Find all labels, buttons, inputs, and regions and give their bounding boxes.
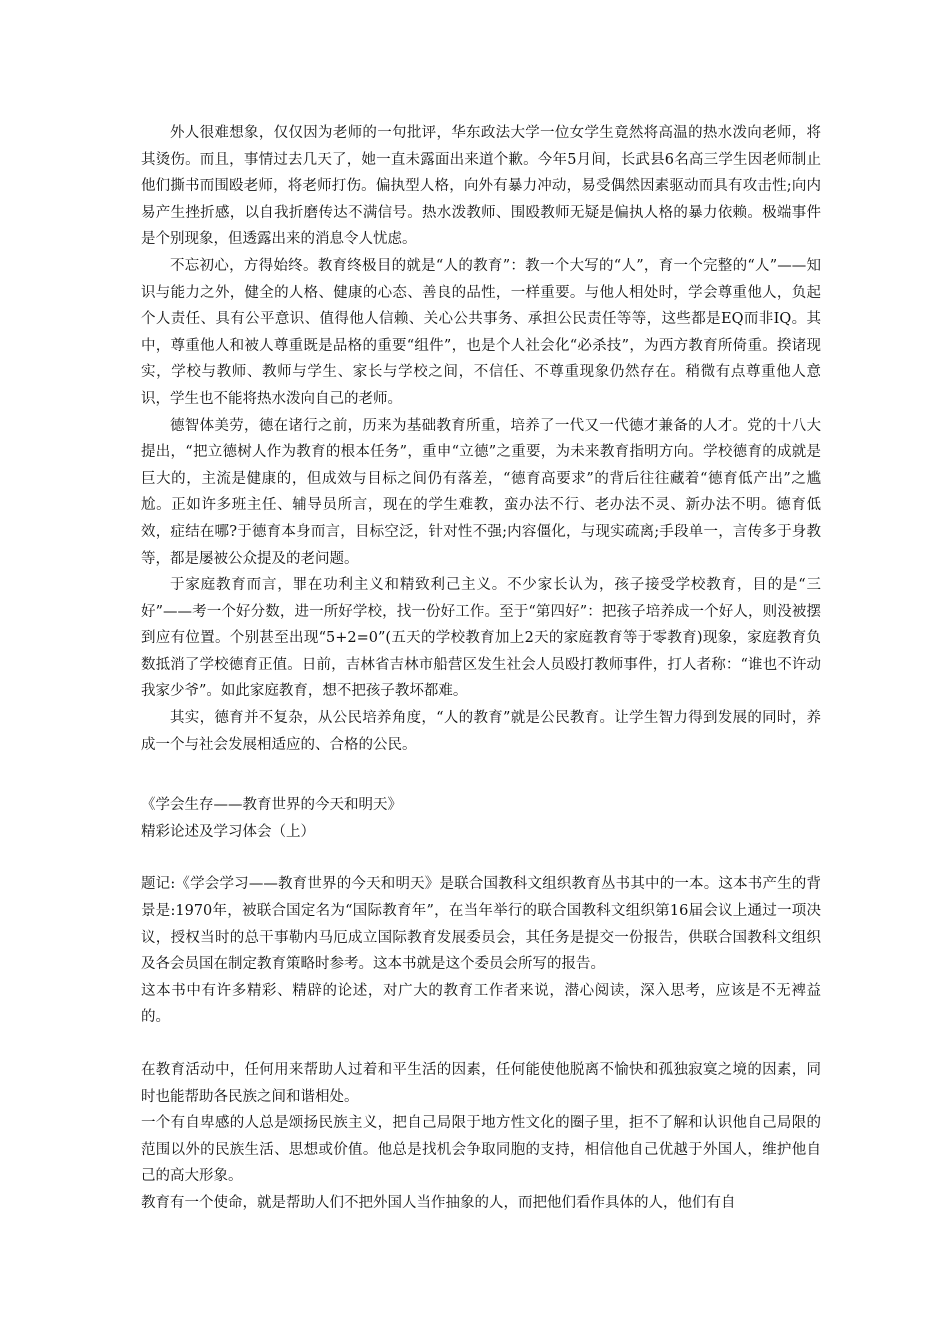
quote-paragraph-1: 在教育活动中，任何用来帮助人过着和平生活的因素，任何能使他脱离不愉快和孤独寂寞之境的因素，同时也能帮助各民族之间和谐相处。 — [141, 1062, 821, 1105]
quote-paragraph-2: 一个有自卑感的人总是颂扬民族主义，把自己局限于地方性文化的圈子里，拒不了解和认识他自己局限的范围以外的民族生活、思想或价值。他总是找机会争取同胞的支持，相信他自己优越于外国人，维护他自己的高大形象。 — [141, 1115, 821, 1185]
article-paragraph-3: 德智体美劳，德在诸行之前，历来为基础教育所重，培养了一代又一代德才兼备的人才。党的十八大提出，“把立德树人作为教育的根本任务”，重申“立德”之重要，为未来教育指明方向。学校德育的成就是巨大的，主流是健康的，但成效与目标之间仍有落差，“德育高要求”的背后往往藏着“德育低产出”之尴尬。正如许多班主任、辅导员所言，现在的学生难教，蛮办法不行、老办法不灵、新办法不明。德育低效，症结在哪?于德育本身而言，目标空泛，针对性不强;内容僵化，与现实疏离;手段单一，言传多于身教等，都是屡被公众提及的老问题。 — [141, 417, 821, 567]
preface-paragraph-1: 题记:《学会学习——教育世界的今天和明天》是联合国教科文组织教育丛书其中的一本。这本书产生的背景是:1970年，被联合国定名为“国际教育年”，在当年举行的联合国教科文组织第16届会议上通过一项决议，授权当时的总干事勒内马厄成立国际教育发展委员会，其任务是提交一份报告，供联合国教科文组织及各会员国在制定教育策略时参考。这本书就是这个委员会所写的报告。 — [141, 876, 821, 973]
article-paragraph-4: 于家庭教育而言，罪在功利主义和精致利己主义。不少家长认为，孩子接受学校教育，目的是“三好”——考一个好分数，进一所好学校，找一份好工作。至于“第四好”：把孩子培养成一个好人，则没被摆到应有位置。个别甚至出现“5+2=0”(五天的学校教育加上2天的家庭教育等于零教育)现象，家庭教育负数抵消了学校德育正值。日前，吉林省吉林市船营区发生社会人员殴打教师事件，打人者称：“谁也不许动我家少爷”。如此家庭教育，想不把孩子教坏都难。 — [141, 577, 821, 700]
article-paragraph-1: 外人很难想象，仅仅因为老师的一句批评，华东政法大学一位女学生竟然将高温的热水泼向老师，将其烫伤。而且，事情过去几天了，她一直未露面出来道个歉。今年5月间，长武县6名高三学生因老师制止他们撕书而围殴老师，将老师打伤。偏执型人格，向外有暴力冲动，易受偶然因素驱动而具有攻击性;向内易产生挫折感，以自我折磨传达不满信号。热水泼教师、围殴教师无疑是偏执人格的暴力依赖。极端事件是个别现象，但透露出来的消息令人忧虑。 — [141, 125, 821, 248]
article-paragraph-2: 不忘初心，方得始终。教育终极目的就是“人的教育”：教一个大写的“人”，育一个完整的“人”——知识与能力之外，健全的人格、健康的心态、善良的品性，一样重要。与他人相处时，学会尊重他人，负起个人责任、具有公平意识、值得他人信赖、关心公共事务、承担公民责任等等，这些都是EQ而非IQ。其中，尊重他人和被人尊重既是品格的重要“组件”，也是个人社会化“必杀技”，为西方教育所倚重。揆诸现实，学校与教师、教师与学生、家长与学校之间，不信任、不尊重现象仍然存在。稍微有点尊重他人意识，学生也不能将热水泼向自己的老师。 — [141, 257, 821, 407]
section-title — [141, 792, 821, 845]
section-title-line-2: 精彩论述及学习体会（上） — [141, 823, 315, 840]
section-spacer — [141, 758, 821, 792]
article-paragraph-5: 其实，德育并不复杂，从公民培养角度，“人的教育”就是公民教育。让学生智力得到发展的同时，养成一个与社会发展相适应的、合格的公民。 — [141, 710, 821, 753]
quote-paragraph-3: 教育有一个使命，就是帮助人们不把外国人当作抽象的人，而把他们看作具体的人，他们有自 — [141, 1194, 736, 1211]
preface-spacer — [141, 845, 821, 871]
quotes-spacer — [141, 1031, 821, 1057]
section-title-line-1: 《学会生存——教育世界的今天和明天》 — [141, 797, 402, 814]
document-page — [141, 120, 821, 1217]
preface-paragraph-2: 这本书中有许多精彩、精辟的论述，对广大的教育工作者来说，潜心阅读，深入思考，应该是不无裨益的。 — [141, 982, 821, 1026]
